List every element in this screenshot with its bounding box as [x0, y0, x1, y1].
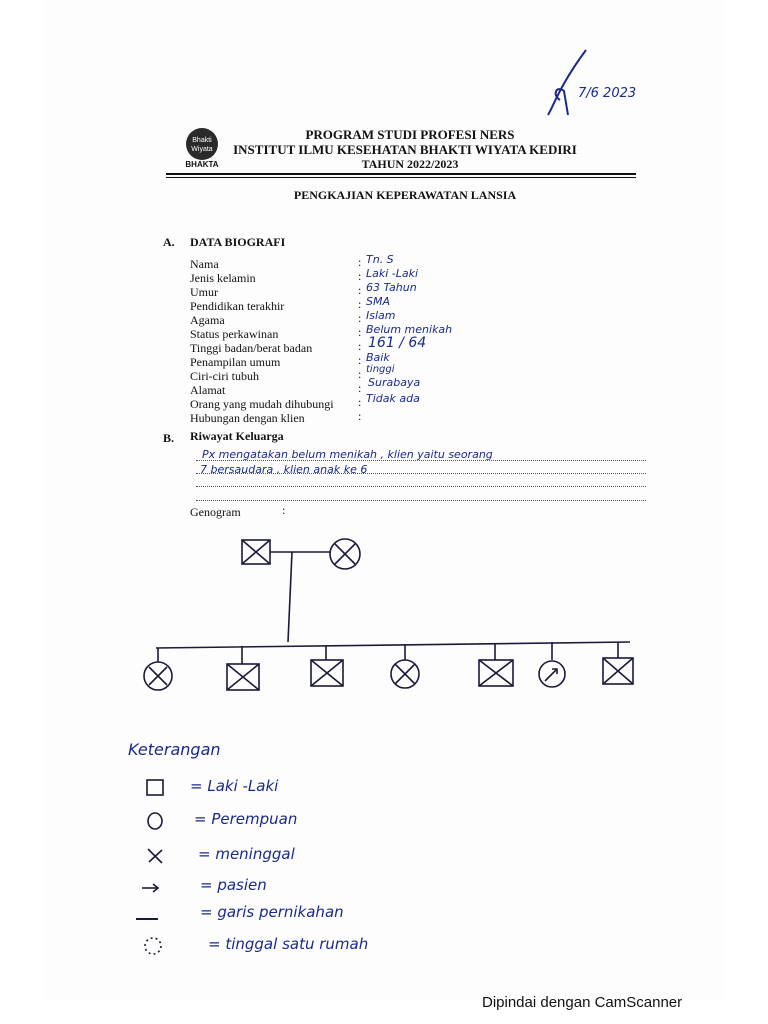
- legend-text: = meninggal: [198, 845, 295, 863]
- field-colon: :: [358, 353, 362, 367]
- signature-mark: [540, 45, 600, 125]
- biodata-row: [190, 353, 480, 367]
- section-a-title: DATA BIOGRAFI: [190, 235, 286, 249]
- legend-item: [140, 903, 460, 925]
- section-a-letter: A.: [163, 235, 175, 249]
- field-label: Jenis kelamin: [190, 271, 256, 285]
- circle-icon: [144, 810, 166, 832]
- field-label: Status perkawinan: [190, 327, 279, 341]
- history-line-4: [196, 490, 646, 501]
- history-line-2: [196, 460, 646, 474]
- legend-item: [140, 775, 440, 797]
- field-value: Baik: [366, 351, 390, 364]
- cross-icon: [144, 845, 166, 867]
- section-b-title: Riwayat Keluarga: [190, 429, 284, 443]
- legend-text: = garis pernikahan: [200, 903, 344, 921]
- field-colon: :: [358, 339, 362, 353]
- logo-text: BHAKTA: [185, 160, 219, 169]
- field-label: Orang yang mudah dihubungi: [190, 397, 334, 411]
- field-value: Laki -Laki: [366, 267, 419, 280]
- field-value: Tn. S: [366, 253, 394, 266]
- form-title: PENGKAJIAN KEPERAWATAN LANSIA: [293, 188, 517, 202]
- history-text-2: 7 bersaudara , klien anak ke 6: [200, 463, 368, 476]
- biodata-row: [190, 255, 480, 269]
- legend-text: = Laki -Laki: [190, 777, 279, 795]
- descent-line: [288, 552, 292, 642]
- field-colon: :: [358, 395, 362, 409]
- field-label: Hubungan dengan klien: [190, 411, 305, 425]
- field-value: 63 Tahun: [366, 281, 417, 294]
- legend-text: = Perempuan: [194, 810, 298, 828]
- square-icon: [144, 777, 166, 799]
- biodata-row: [190, 325, 480, 339]
- biodata-row: [190, 269, 480, 283]
- field-value: Islam: [366, 309, 396, 322]
- section-b-letter: B.: [163, 431, 175, 445]
- field-colon: :: [358, 297, 362, 311]
- field-label: Nama: [190, 257, 219, 271]
- field-colon: :: [358, 367, 362, 381]
- field-value: Belum menikah: [366, 323, 453, 336]
- field-label: Tinggi badan/berat badan: [190, 341, 313, 355]
- header-rule-thin: [166, 177, 636, 178]
- genogram-label: Genogram: [190, 505, 241, 519]
- field-value: Surabaya: [368, 376, 421, 389]
- header-line-3: TAHUN 2022/2023: [361, 157, 459, 171]
- field-label: Penampilan umum: [190, 355, 281, 369]
- field-label: Umur: [190, 285, 218, 299]
- field-colon: :: [358, 269, 362, 283]
- header-rule: [166, 173, 636, 175]
- legend-text: = pasien: [200, 876, 267, 894]
- header-line-1: PROGRAM STUDI PROFESI NERS: [305, 127, 515, 142]
- signature-date: 7/6 2023: [578, 86, 637, 101]
- biodata-row: [190, 335, 480, 355]
- legend-item: [140, 874, 440, 896]
- biodata-row: [190, 297, 480, 311]
- field-value: SMA: [366, 295, 390, 308]
- biodata-row: [190, 409, 480, 423]
- history-line-1: [196, 445, 646, 461]
- sibling-line: [156, 642, 630, 648]
- field-value: 161 / 64: [368, 335, 427, 351]
- legend-text: = tinggal satu rumah: [208, 935, 369, 953]
- field-label: Agama: [190, 313, 225, 327]
- logo-emblem: Bhakti Wiyata: [186, 128, 218, 160]
- biodata-list: [190, 255, 480, 423]
- field-colon: :: [358, 283, 362, 297]
- field-colon: :: [358, 325, 362, 339]
- legend-item: [140, 808, 440, 830]
- legend-item: [140, 843, 440, 865]
- field-label: Alamat: [190, 383, 226, 397]
- genogram-colon: :: [282, 503, 286, 517]
- legend-item: [140, 933, 460, 955]
- field-colon: :: [358, 409, 362, 423]
- biodata-row: [190, 283, 480, 297]
- history-text-1: Px mengatakan belum menikah , klien yaitu seorang: [202, 448, 493, 461]
- field-label: Ciri-ciri tubuh: [190, 369, 259, 383]
- history-line-3: [196, 476, 646, 487]
- arrow-icon: [140, 876, 162, 898]
- field-value: tinggi: [366, 364, 395, 375]
- field-colon: :: [358, 255, 362, 269]
- dotted-circle-icon: [142, 935, 164, 957]
- scanner-watermark: Dipindai dengan CamScanner: [482, 994, 683, 1011]
- legend-title: Keterangan: [128, 740, 221, 759]
- field-value: Tidak ada: [366, 392, 420, 405]
- field-colon: :: [358, 381, 362, 395]
- line-icon: [134, 905, 160, 927]
- field-colon: :: [358, 311, 362, 325]
- field-label: Pendidikan terakhir: [190, 299, 285, 313]
- genogram-diagram: [130, 530, 660, 700]
- header-line-2: INSTITUT ILMU KESEHATAN BHAKTI WIYATA KEDIRI: [233, 142, 577, 157]
- biodata-row: [190, 392, 480, 411]
